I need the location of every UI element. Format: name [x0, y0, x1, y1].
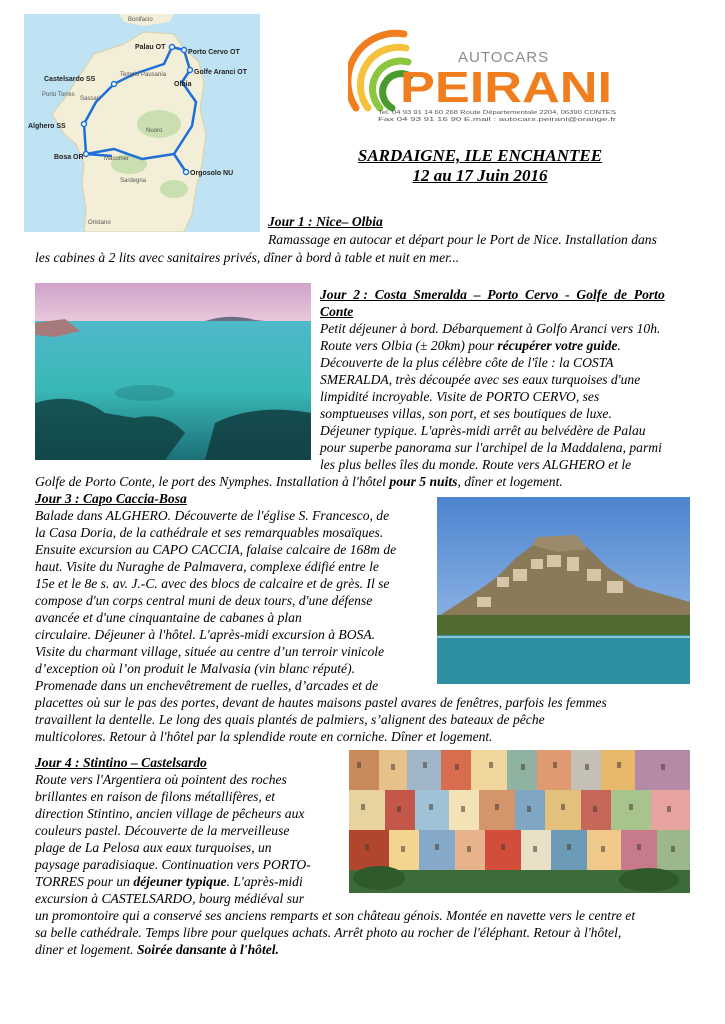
photo-bosa-colorful-houses	[349, 750, 690, 893]
day4-text-line: paysage paradisiaque. Continuation vers PORTO-	[35, 857, 311, 872]
day3-text-line: multicolores. Retour à l'hôtel par la splendide route en corniche. Dîner et logement.	[35, 729, 493, 744]
map-label-porto-torres: Porto Torres	[42, 92, 75, 98]
peirani-logo	[348, 22, 620, 140]
day2-text-line: SMERALDA, très découpée avec ses eaux turquoises d'une	[320, 372, 641, 387]
day4-text-line: brillantes en raison de filons métallifères, et	[35, 789, 276, 804]
page-title: SARDAIGNE, ILE ENCHANTEE	[357, 146, 603, 165]
day2-heading: Jour 2 : Costa Smeralda – Porto Cervo - Golfe de Porto	[320, 287, 665, 302]
day1-text-line: Ramassage en autocar et départ pour le Port de Nice. Installation dans	[268, 232, 657, 247]
map-label-sardegna: Sardegna	[120, 178, 147, 184]
day4-heading: Jour 4 : Stintino – Castelsardo	[35, 755, 207, 770]
day4-text-line: Route vers l'Argentiera où pointent des roches	[35, 772, 287, 787]
day4-text-line: diner et logement. Soirée dansante à l'hôtel.	[35, 942, 279, 957]
day3-text-line: Ensuite excursion au CAPO CACCIA, falaise calcaire de 168m de	[35, 542, 397, 557]
day2-text-line: Route vers Olbia (± 20km) pour récupérer votre guide.	[320, 338, 621, 353]
map-label-bonifacio: Bonifacio	[128, 17, 153, 23]
day4-text-line: excursion à CASTELSARDO, bourg médiéval sur	[35, 891, 305, 906]
logo-contact-line-2: Fax 04 93 91 16 90 E.mail : autocars.peirani@orange.fr	[378, 117, 617, 123]
map-label-bosa: Bosa OR	[54, 154, 84, 161]
map-label-porto-cervo: Porto Cervo OT	[188, 49, 240, 56]
day3-text-line: 15e et le 8e s. av. J.-C. avec des blocs de calcaire et de grès. Il se	[35, 576, 390, 591]
day2-text-line: pour superbe panorama sur l'archipel de la Maddalena, parmi	[320, 440, 662, 455]
day2-text-line: somptueuses villas, son port, et ses boutiques de luxe.	[320, 406, 612, 421]
map-label-palau: Palau OT	[135, 44, 166, 51]
day4-text-line: TORRES pour un déjeuner typique. L'après-midi	[35, 874, 303, 889]
sardinia-route-map	[24, 14, 260, 232]
day3-text-line: avancée et d'une cinquantaine de cabanes à plan	[35, 610, 302, 625]
day1-heading: Jour 1 : Nice– Olbia	[268, 214, 383, 229]
logo-autocars-text: AUTOCARS	[458, 49, 550, 66]
page-subtitle-dates: 12 au 17 Juin 2016	[412, 166, 548, 185]
day3-text-line: travaillent la dentelle. Le long des quais plantés de palmiers, s’alignent des bateaux de pêche	[35, 712, 545, 727]
map-label-olbia: Olbia	[174, 81, 192, 88]
day3-text-line: placettes où sur le pas des portes, devant de hautes maisons pastel avares de fenêtres, parfois les femmes	[35, 695, 607, 710]
day4-text-line: sa belle cathédrale. Temps libre pour quelques achats. Arrêt photo au rocher de l'éléphant. Retour à l'hôtel,	[35, 925, 622, 940]
day3-text-line: Visite du charmant village, située au centre d’un terroir vinicole	[35, 644, 385, 659]
logo-brand-text: PEIRANI	[400, 63, 612, 112]
map-label-alghero: Alghero SS	[28, 123, 66, 130]
map-label-tempio: Tempio Pausania	[120, 72, 167, 78]
day3-text-line: Balade dans ALGHERO. Découverte de l'église S. Francesco, de	[35, 508, 390, 523]
day3-text-line: la Casa Doria, de la cathédrale et ses remarquables mosaïques.	[35, 525, 384, 540]
day2-text-line: les plus belles îles du monde. Route vers ALGHERO et le	[320, 457, 632, 472]
map-label-sassari: Sassari	[80, 96, 101, 102]
day4-text-line: couleurs pastel. Découverte de la merveilleuse	[35, 823, 290, 838]
day3-heading: Jour 3 : Capo Caccia-Bosa	[35, 491, 187, 506]
map-label-nuoro: Nuoro	[146, 128, 163, 134]
day3-text-line: compose d'un corps central muni de deux tours, d'une défense	[35, 593, 373, 608]
logo-contact-line-1: Tel. 04 93 91 14 60 268 Route Départementale 2204, 06390 CONTES	[378, 110, 617, 116]
day4-text-line: plage de La Pelosa aux eaux turquoises, un	[35, 840, 272, 855]
day2-heading-cont: Conte	[320, 304, 354, 319]
map-label-macomer: Macomer	[104, 156, 130, 162]
day4-text-line: un promontoire qui a conservé ses anciens remparts et son château génois. Montée en navette vers le centre et	[35, 908, 636, 923]
day4-text-line: direction Stintino, ancien village de pêcheurs aux	[35, 806, 305, 821]
photo-castelsardo-village	[437, 497, 690, 684]
day3-text-line: circulaire. Déjeuner à l'hôtel. L'après-midi excursion à BOSA.	[35, 627, 376, 642]
day2-text-line: Découverte de la plus célèbre côte de l'île : la COSTA	[320, 355, 614, 370]
map-label-castelsardo: Castelsardo SS	[44, 76, 96, 83]
map-label-oristano: Oristano	[88, 220, 111, 226]
day2-text-line: Petit déjeuner à bord. Débarquement à Golfo Aranci vers 10h.	[320, 321, 661, 336]
map-label-golfe-aranci: Golfe Aranci OT	[194, 69, 248, 76]
day3-text-line: haut. Visite du Nuraghe de Palmavera, complexe édifié entre le	[35, 559, 379, 574]
day2-text-line: Golfe de Porto Conte, le port des Nymphes. Installation à l'hôtel pour 5 nuits, dîner et logement.	[35, 474, 563, 489]
day1-text-line: les cabines à 2 lits avec sanitaires privés, dîner à bord à table et nuit en mer...	[35, 250, 460, 265]
day3-text-line: d’exception où l’on produit le Malvasia (vin blanc réputé).	[35, 661, 355, 676]
map-label-orgosolo: Orgosolo NU	[190, 170, 234, 177]
day2-text-line: Déjeuner typique. L'après-midi arrêt au belvédère de Palau	[320, 423, 646, 438]
day3-text-line: Promenade dans un enchevêtrement de ruelles, d’arcades et de	[35, 678, 379, 693]
photo-costa-smeralda-coast	[35, 283, 311, 460]
day2-text-line: limpidité incroyable. Visite de PORTO CERVO, ses	[320, 389, 600, 404]
